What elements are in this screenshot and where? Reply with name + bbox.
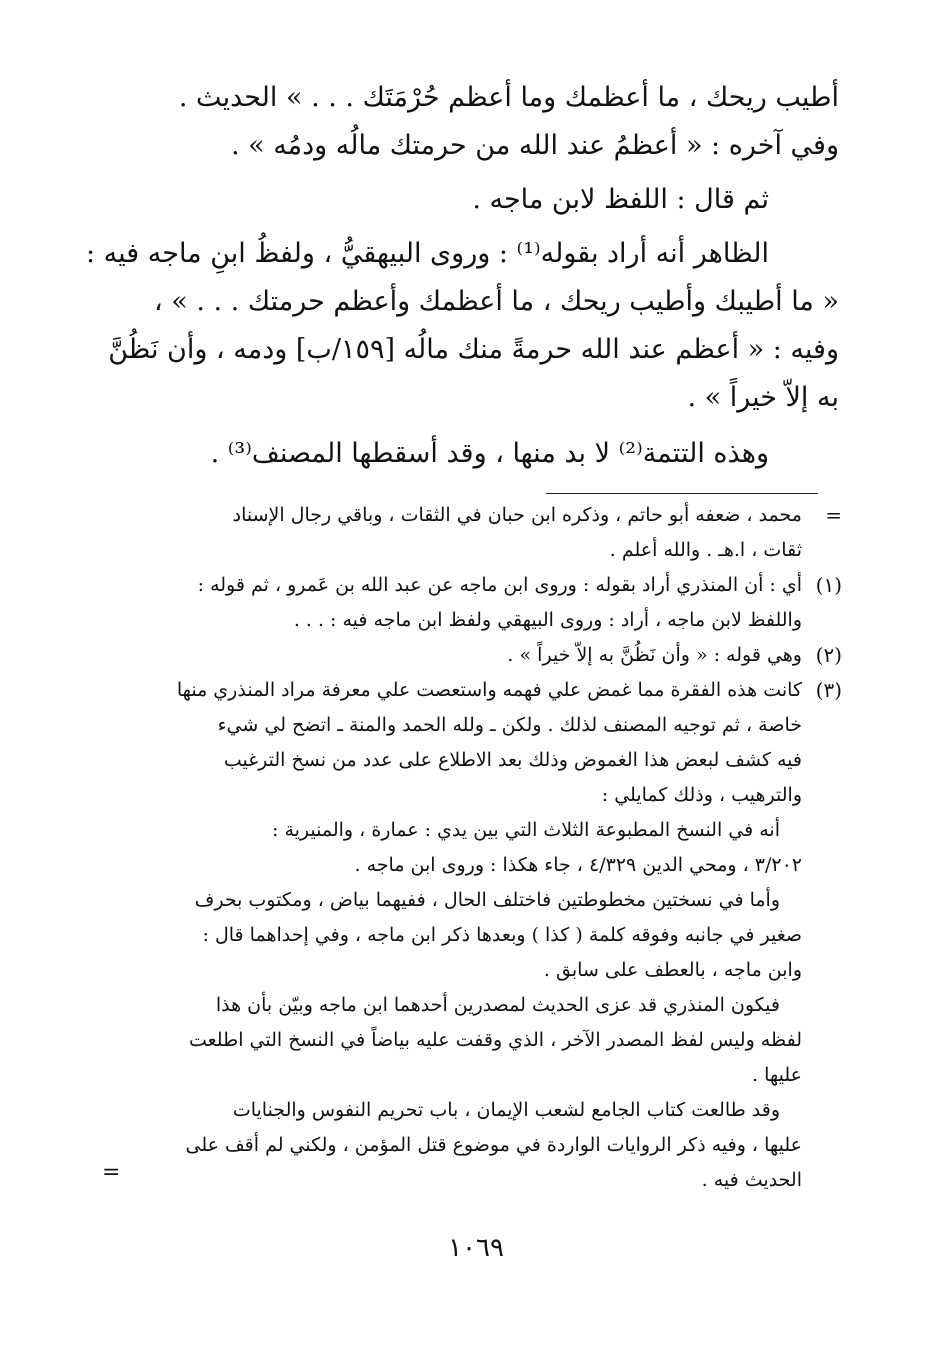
footnote-continued bbox=[110, 498, 842, 568]
main-line: به إلاّ خيراً » . bbox=[687, 382, 839, 413]
footnote-line: وهي قوله : « وأن نَظُنَّ به إلاّ خيراً » . bbox=[507, 644, 802, 666]
main-line: وهذه التتمة⁽²⁾ لا بد منها ، وقد أسقطها المصنف⁽³⁾ . bbox=[210, 438, 769, 469]
footnote-1 bbox=[110, 568, 842, 638]
footnote-marker: (١) bbox=[815, 573, 842, 597]
continuation-marker: = bbox=[102, 1160, 121, 1185]
page-number: ١٠٦٩ bbox=[448, 1233, 504, 1263]
footnote-line: واللفظ لابن ماجه ، أراد : وروى البيهقي ولفظ ابن ماجه فيه : . . . bbox=[293, 609, 802, 631]
footnote-line: محمد ، ضعفه أبو حاتم ، وذكره ابن حبان في الثقات ، وباقي رجال الإسناد bbox=[232, 504, 802, 526]
footnote-marker: (٣) bbox=[815, 678, 842, 702]
footnote-line: وابن ماجه ، بالعطف على سابق . bbox=[543, 959, 802, 981]
footnote-line: صغير في جانبه وفوقه كلمة ( كذا ) وبعدها ذكر ابن ماجه ، وفي إحداهما قال : bbox=[202, 924, 802, 946]
footnote-line: ٣/٢٠٢ ، ومحي الدين ٤/٣٢٩ ، جاء هكذا : وروى ابن ماجه . bbox=[354, 854, 802, 876]
footnote-line: وقد طالعت كتاب الجامع لشعب الإيمان ، باب تحريم النفوس والجنايات bbox=[232, 1099, 780, 1121]
footnote-line: الحديث فيه . bbox=[701, 1169, 802, 1191]
footnote-line: أي : أن المنذري أراد بقوله : وروى ابن ماجه عن عبد الله بن عَمرو ، ثم قوله : bbox=[197, 574, 802, 596]
main-line: وفي آخره : « أعظمُ عند الله من حرمتك مالُه ودمُه » . bbox=[230, 130, 839, 161]
footnote-line: خاصة ، ثم توجيه المصنف لذلك . ولكن ـ ولله الحمد والمنة ـ اتضح لي شيء bbox=[217, 714, 802, 736]
main-text bbox=[86, 74, 839, 478]
footnote-line: فيه كشف لبعض هذا الغموض وذلك بعد الاطلاع على عدد من نسخ الترغيب bbox=[223, 749, 802, 771]
main-line: وفيه : « أعظم عند الله حرمةً منك مالُه [١٥٩/ب] ودمه ، وأن نَظُنَّ bbox=[108, 334, 839, 365]
footnote-line: فيكون المنذري قد عزى الحديث لمصدرين أحدهما ابن ماجه وبيّن بأن هذا bbox=[215, 994, 780, 1016]
main-line: « ما أطيبك وأطيب ريحك ، ما أعظمك وأعظم حرمتك . . . » ، bbox=[153, 286, 839, 317]
footnote-separator bbox=[546, 493, 818, 494]
footnote-line: وأما في نسختين مخطوطتين فاختلف الحال ، ففيهما بياض ، ومكتوب بحرف bbox=[194, 889, 780, 911]
main-line: ثم قال : اللفظ لابن ماجه . bbox=[472, 184, 769, 215]
main-line: الظاهر أنه أراد بقوله⁽¹⁾ : وروى البيهقيُّ ، ولفظُ ابنِ ماجه فيه : bbox=[86, 238, 769, 269]
footnote-marker: (٢) bbox=[815, 643, 842, 667]
footnote-line: عليها . bbox=[752, 1064, 802, 1086]
footnote-line: أنه في النسخ المطبوعة الثلاث التي بين يدي : عمارة ، والمنيرية : bbox=[272, 819, 780, 841]
footnote-line: والترهيب ، وذلك كمايلي : bbox=[601, 784, 802, 806]
footnote-line: لفظه وليس لفظ المصدر الآخر ، الذي وقفت عليه بياضاً في النسخ التي اطلعت bbox=[188, 1029, 802, 1051]
footnote-line: كانت هذه الفقرة مما غمض علي فهمه واستعصت علي معرفة مراد المنذري منها bbox=[176, 679, 802, 701]
footnote-line: عليها ، وفيه ذكر الروايات الواردة في موضوع قتل المؤمن ، ولكني لم أقف على bbox=[185, 1134, 802, 1156]
footnote-2 bbox=[110, 638, 842, 673]
footnote-line: ثقات ، ا.هـ . والله أعلم . bbox=[609, 539, 802, 561]
footnote-marker: = bbox=[825, 503, 842, 527]
footnote-3 bbox=[110, 673, 842, 1198]
footnotes bbox=[110, 498, 842, 1198]
main-line: أطيب ريحك ، ما أعظمك وما أعظم حُرْمَتَك . . . » الحديث . bbox=[178, 82, 839, 113]
